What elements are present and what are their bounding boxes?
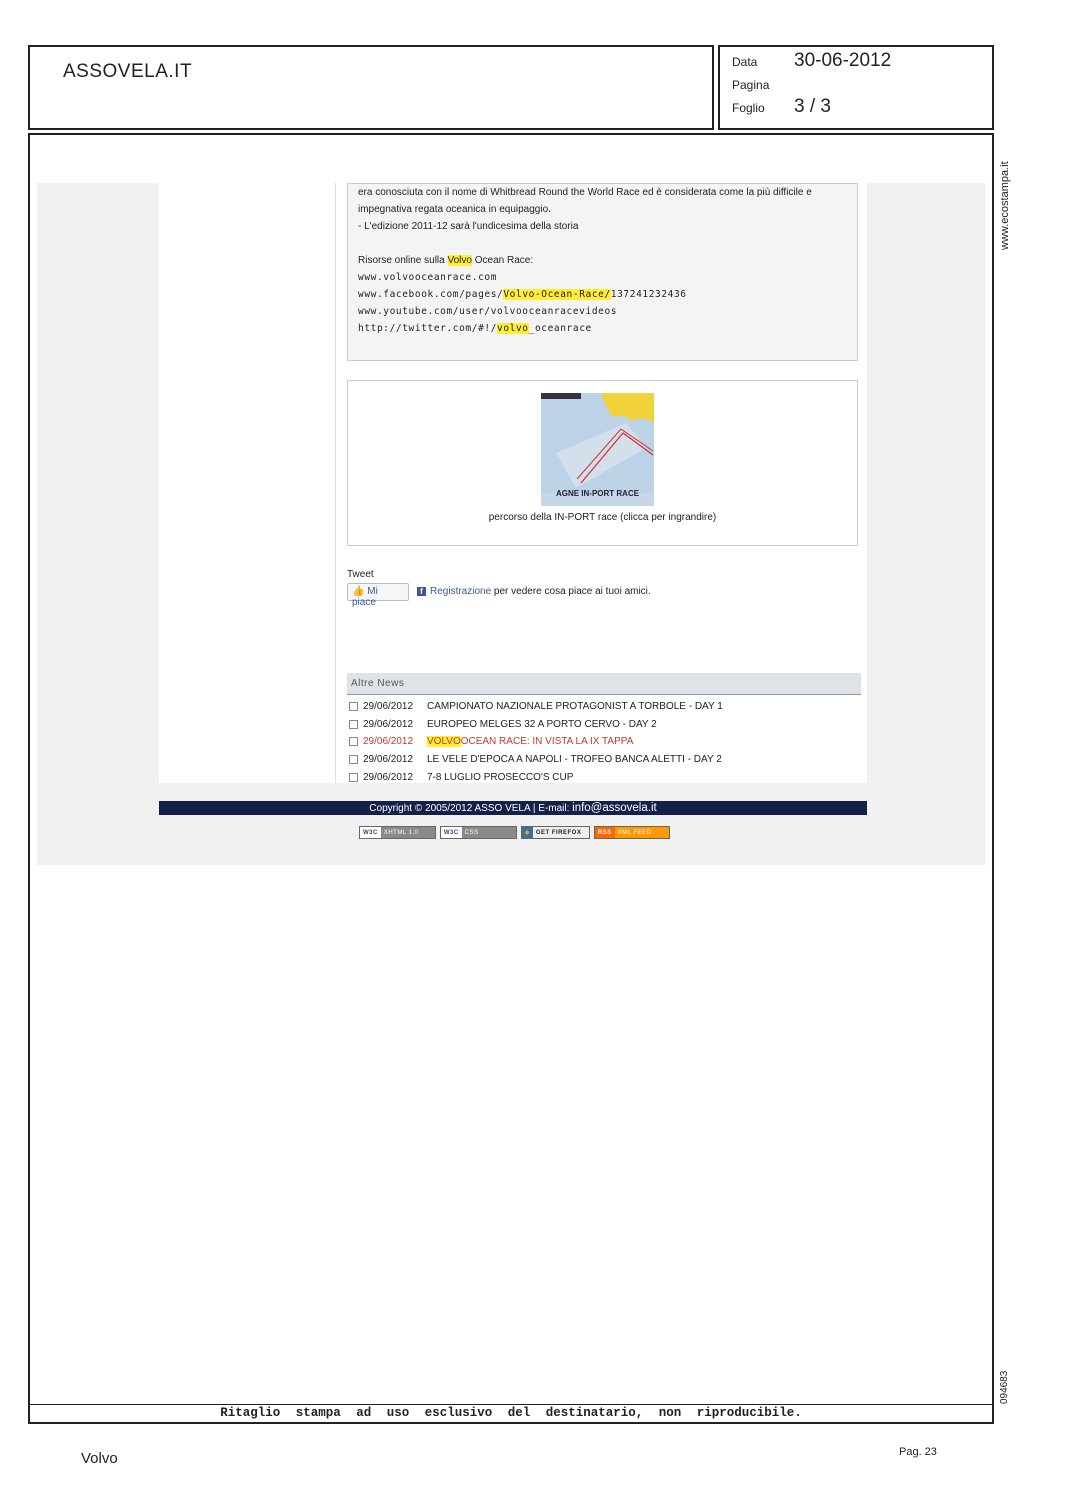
- sheet-label: Foglio: [732, 101, 765, 115]
- header-meta-box: [718, 45, 994, 130]
- keyword-label: Volvo: [81, 1450, 118, 1467]
- w3c-xhtml-badge[interactable]: W3C XHTML 1.0: [359, 826, 436, 839]
- footer-badges: [359, 826, 670, 840]
- news-item[interactable]: 29/06/2012 EUROPEO MELGES 32 A PORTO CERVO - DAY 2: [347, 716, 861, 734]
- page-label: Pagina: [732, 78, 770, 92]
- news-heading: Altre News: [347, 673, 861, 695]
- clip-code-vertical: 094683: [999, 1370, 1010, 1404]
- w3c-css-badge[interactable]: W3C CSS: [440, 826, 517, 839]
- date-label: Data: [732, 55, 758, 69]
- article-line-2: impegnativa regata oceanica in equipaggio.: [358, 204, 551, 215]
- article-line-3: - L'edizione 2011-12 sarà l'undicesima della storia: [358, 221, 579, 232]
- notice-divider: [30, 1404, 992, 1405]
- site-footer: Copyright © 2005/2012 ASSO VELA | E-mail: info@assovela.it: [159, 801, 867, 815]
- source-name: ASSOVELA.IT: [63, 61, 193, 82]
- news-item[interactable]: 29/06/2012 LE VELE D'EPOCA A NAPOLI - TROFEO BANCA ALETTI - DAY 2: [347, 751, 861, 769]
- reproduction-notice: Ritaglio stampa ad uso esclusivo del destinatario, non riproducibile.: [220, 1406, 802, 1420]
- calendar-icon: [349, 755, 358, 764]
- news-item[interactable]: 29/06/2012 CAMPIONATO NAZIONALE PROTAGONIST A TORBOLE - DAY 1: [347, 698, 861, 716]
- tweet-link[interactable]: Tweet: [347, 569, 374, 580]
- main-clip-box: [28, 133, 994, 1424]
- link-facebook[interactable]: www.facebook.com/pages/Volvo-Ocean-Race/137241232436: [358, 289, 687, 300]
- news-list: [347, 698, 861, 786]
- resources-heading: Risorse online sulla Volvo Ocean Race:: [358, 255, 534, 266]
- website-vertical: www.ecostampa.it: [999, 161, 1011, 250]
- link-twitter[interactable]: http://twitter.com/#!/volvo_oceanrace: [358, 323, 592, 334]
- header-source-box: [28, 45, 714, 130]
- link-volvooceanrace[interactable]: www.volvooceanrace.com: [358, 272, 498, 283]
- calendar-icon: [349, 737, 358, 746]
- article-box: [347, 183, 858, 361]
- email-link[interactable]: info@assovela.it: [572, 802, 657, 814]
- thumbs-up-icon: 👍: [352, 586, 365, 597]
- web-screenshot: [37, 183, 985, 865]
- social-area: [347, 569, 651, 608]
- sheet-value: 3 / 3: [794, 96, 831, 117]
- like-button[interactable]: 👍 Mi piace: [347, 583, 409, 601]
- content-column: [335, 183, 868, 783]
- image-box: [347, 380, 858, 546]
- page-number: Pag. 23: [899, 1446, 937, 1458]
- get-firefox-badge[interactable]: ◆ GET FIREFOX: [521, 826, 590, 839]
- facebook-register-line: f Registrazione per vedere cosa piace ai tuoi amici.: [417, 586, 651, 597]
- race-course-map[interactable]: [541, 393, 654, 506]
- image-caption[interactable]: percorso della IN-PORT race (clicca per ingrandire): [488, 512, 717, 523]
- register-link[interactable]: Registrazione: [430, 586, 492, 597]
- news-item-current[interactable]: 29/06/2012 VOLVO OCEAN RACE: IN VISTA LA IX TAPPA: [347, 733, 861, 751]
- news-item[interactable]: 29/06/2012 7-8 LUGLIO PROSECCO'S CUP: [347, 768, 861, 786]
- rss-feed-badge[interactable]: RSS XML FEED: [594, 826, 670, 839]
- date-value: 30-06-2012: [794, 50, 892, 71]
- calendar-icon: [349, 773, 358, 782]
- calendar-icon: [349, 702, 358, 711]
- map-title: AGNE IN-PORT RACE: [555, 489, 640, 498]
- article-line-1: era conosciuta con il nome di Whitbread Round the World Race ed è considerata come la più difficile e: [358, 187, 812, 198]
- facebook-icon: f: [417, 587, 426, 596]
- web-page: [159, 183, 867, 783]
- calendar-icon: [349, 720, 358, 729]
- link-youtube[interactable]: www.youtube.com/user/volvooceanracevideos: [358, 306, 618, 317]
